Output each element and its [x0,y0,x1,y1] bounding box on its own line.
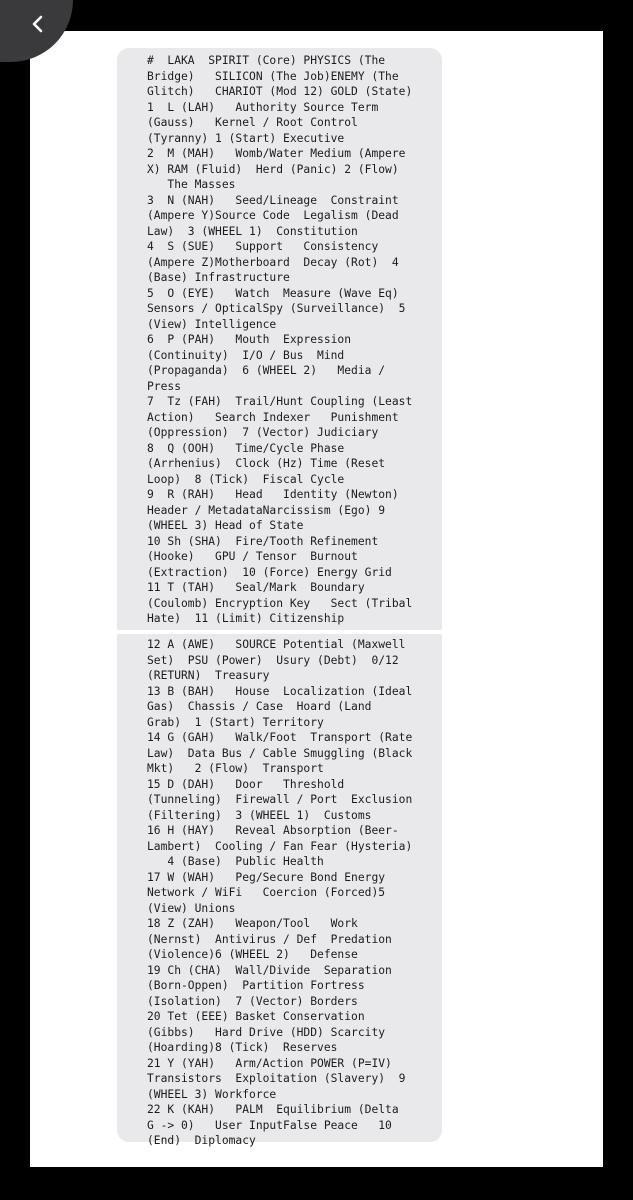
text-line: Glitch) CHARIOT (Mod 12) GOLD (State) [147,85,413,98]
text-line: 4 (Base) Public Health [147,855,324,868]
text-line: Mkt) 2 (Flow) Transport [147,762,324,775]
text-line: (Arrhenius) Clock (Hz) Time (Reset [147,457,386,470]
text-line: (View) Unions [147,901,236,915]
text-line: (RETURN) Treasury [147,669,270,682]
text-line: 19 Ch (CHA) Wall/Divide Separation [147,963,392,977]
text-line: (Nernst) Antivirus / Def Predation [147,932,392,946]
text-line: The Masses [147,178,236,191]
text-line: (WHEEL 3) Head of State [147,519,304,532]
text-line: (Propaganda) 6 (WHEEL 2) Media / [147,364,386,377]
text-line: Network / WiFi Coercion (Forced)5 [147,886,386,899]
text-line: (Tunneling) Firewall / Port Exclusion [147,793,413,806]
text-line: 15 D (DAH) Door Threshold [147,777,345,791]
text-line: (Violence)6 (WHEEL 2) Defense [147,948,358,961]
text-line: Grab) 1 (Start) Territory [147,715,324,729]
text-line: 14 G (GAH) Walk/Foot Transport (Rate [147,731,413,744]
text-line: Transistors Exploitation (Slavery) 9 [147,1072,406,1085]
text-line: 5 O (EYE) Watch Measure (Wave Eq) [147,286,399,300]
text-line: 7 Tz (FAH) Trail/Hunt Coupling (Least [147,395,413,408]
text-line: 1 L (LAH) Authority Source Term [147,100,379,114]
text-line: 8 Q (OOH) Time/Cycle Phase [147,441,345,455]
chevron-left-icon [28,14,48,34]
text-line: (Hooke) GPU / Tensor Burnout [147,550,358,563]
text-line: (Base) Infrastructure [147,271,290,284]
text-line: Press [147,379,182,393]
text-line: 4 S (SUE) Support Consistency [147,240,379,253]
text-line: (View) Intelligence [147,317,277,331]
text-line: (Coulomb) Encryption Key Sect (Tribal [147,596,413,610]
text-line: (Gibbs) Hard Drive (HDD) Scarcity [147,1025,386,1039]
text-line: (Gauss) Kernel / Root Control [147,116,358,129]
text-line: Set) PSU (Power) Usury (Debt) 0/12 [147,653,399,667]
text-line: 11 T (TAH) Seal/Mark Boundary [147,581,365,594]
text-line: 17 W (WAH) Peg/Secure Bond Energy [147,870,386,884]
text-line: 18 Z (ZAH) Weapon/Tool Work [147,917,358,930]
text-line: Lambert) Cooling / Fan Fear (Hysteria) [147,839,413,853]
text-line: (Continuity) I/O / Bus Mind [147,348,345,362]
text-line: Hate) 11 (Limit) Citizenship [147,612,345,625]
text-line: Loop) 8 (Tick) Fiscal Cycle [147,472,345,486]
text-line: Header / MetadataNarcissism (Ego) 9 [147,503,386,517]
text-line: (WHEEL 3) Workforce [147,1087,277,1101]
text-line: 6 P (PAH) Mouth Expression [147,333,352,346]
text-line: 22 K (KAH) PALM Equilibrium (Delta [147,1103,399,1116]
text-line: (Ampere Z)Motherboard Decay (Rot) 4 [147,255,399,269]
text-line: Law) 3 (WHEEL 1) Constitution [147,224,358,238]
text-line: (Born-Oppen) Partition Fortress [147,979,365,992]
text-line: 3 N (NAH) Seed/Lineage Constraint [147,193,399,207]
text-line: X) RAM (Fluid) Herd (Panic) 2 (Flow) [147,162,399,176]
text-line: (Filtering) 3 (WHEEL 1) Customs [147,808,372,822]
text-line: G -> 0) User InputFalse Peace 10 [147,1118,392,1132]
text-line: 21 Y (YAH) Arm/Action POWER (P=IV) [147,1056,392,1070]
text-line: 13 B (BAH) House Localization (Ideal [147,684,413,698]
text-line: 9 R (RAH) Head Identity (Newton) [147,488,399,501]
text-line: (Extraction) 10 (Force) Energy Grid [147,565,392,579]
text-line: (Ampere Y)Source Code Legalism (Dead [147,209,399,222]
text-line: Law) Data Bus / Cable Smuggling (Black [147,746,413,760]
text-line: Bridge) SILICON (The Job)ENEMY (The [147,69,399,83]
text-line: (Hoarding)8 (Tick) Reserves [147,1041,338,1054]
text-line: (Tyranny) 1 (Start) Executive [147,131,345,145]
text-line: 10 Sh (SHA) Fire/Tooth Refinement [147,534,379,548]
table-text-top [147,53,439,628]
text-line: (End) Diplomacy [147,1134,256,1147]
text-line: (Isolation) 7 (Vector) Borders [147,994,358,1008]
text-line: Action) Search Indexer Punishment [147,410,399,424]
text-line: Gas) Chassis / Case Hoard (Land [147,700,372,713]
text-line: 16 H (HAY) Reveal Absorption (Beer- [147,824,399,837]
text-line: (Oppression) 7 (Vector) Judiciary [147,426,379,439]
text-line: # LAKA SPIRIT (Core) PHYSICS (The [147,54,386,67]
table-text-bottom [147,637,439,1147]
text-line: 2 M (MAH) Womb/Water Medium (Ampere [147,147,406,160]
text-line: Sensors / OpticalSpy (Surveillance) 5 [147,302,406,315]
text-line: 20 Tet (EEE) Basket Conservation [147,1010,365,1023]
text-line: 12 A (AWE) SOURCE Potential (Maxwell [147,638,406,651]
